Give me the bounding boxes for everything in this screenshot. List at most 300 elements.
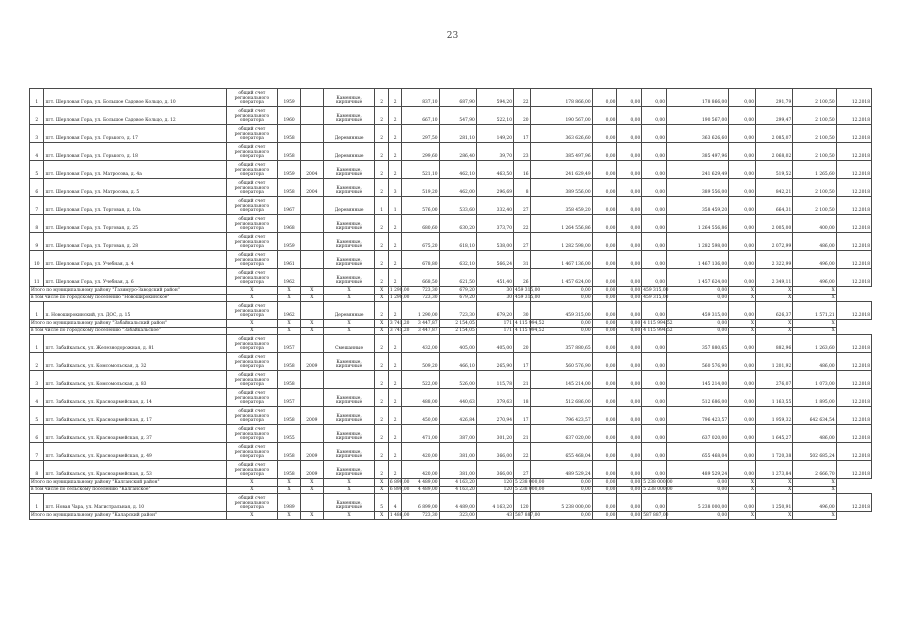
table-cell: 6 899,00	[389, 479, 410, 485]
table-cell: 2	[375, 269, 388, 287]
table-cell: 0,00	[729, 407, 756, 425]
table-cell: 2 154,05	[439, 327, 476, 335]
table-cell: 400,00	[793, 215, 836, 233]
table-cell: 363 626,60	[530, 125, 592, 143]
table-cell: 2	[375, 353, 388, 371]
table-cell: 2 322,99	[756, 251, 793, 269]
table-cell: 22	[514, 89, 531, 107]
table-cell: X	[226, 294, 278, 302]
table-cell: 1989	[278, 494, 301, 512]
table-cell: 5	[30, 407, 44, 425]
table-cell: 630,20	[439, 215, 476, 233]
table-cell: 0,00	[592, 443, 617, 461]
table-cell	[300, 269, 323, 287]
table-cell: Каменные, кирпичные	[323, 389, 375, 407]
table-cell: 2	[375, 251, 388, 269]
table-cell: 0,00	[617, 269, 642, 287]
table-cell: 723,30	[402, 294, 439, 302]
table-cell: 1	[375, 197, 388, 215]
table-cell: X	[226, 327, 278, 335]
table-cell: 270,94	[476, 407, 513, 425]
table-cell: общий счет регионального оператора	[226, 161, 278, 179]
table-cell: 120	[476, 479, 513, 487]
table-cell: 462,00	[439, 179, 476, 197]
table-cell: 679,20	[476, 302, 513, 320]
table-cell: 664,31	[756, 197, 793, 215]
table-cell: 2 005,00	[756, 215, 793, 233]
table-cell: 521,10	[402, 161, 439, 179]
table-cell: Каменные, кирпичные	[323, 425, 375, 443]
table-cell: 2	[375, 443, 388, 461]
address-cell: пгт. Шерловая Гора, ул. Учебная, д. 4	[44, 251, 226, 269]
table-cell: 1958	[278, 125, 301, 143]
table-cell: 357 880,65	[530, 335, 592, 353]
table-cell: X	[756, 327, 793, 335]
summary-row	[30, 294, 872, 302]
table-cell: 0,00	[642, 407, 667, 425]
summary-label: Итого по муниципальному району "Забайкальский район"	[30, 320, 227, 328]
table-cell: 12.2018	[836, 143, 871, 161]
table-cell: X	[278, 327, 301, 335]
table-cell: 1 457 624,00	[530, 269, 592, 287]
table-cell: 0,00	[642, 179, 667, 197]
table-cell: 2 154,05	[439, 320, 476, 328]
summary-row	[30, 486, 872, 494]
table-cell: 0,00	[729, 335, 756, 353]
table-cell: 3	[30, 371, 44, 389]
address-cell: пгт. Забайкальск, ул. Красноармейская, д. 37	[44, 425, 226, 443]
table-row	[30, 197, 872, 215]
table-cell: 4	[30, 143, 44, 161]
table-cell: 0,00	[729, 161, 756, 179]
table-cell: 379,63	[476, 389, 513, 407]
table-cell: 43	[476, 512, 513, 520]
table-cell: 459 315,00	[515, 295, 541, 301]
table-cell: 3 447,87	[402, 320, 439, 328]
table-cell: Смешанные	[323, 335, 375, 353]
table-cell: 190 567,00	[530, 107, 592, 125]
table-cell: 621,50	[439, 269, 476, 287]
table-cell: 3	[30, 125, 44, 143]
summary-row	[30, 320, 872, 328]
table-cell: 1959	[278, 161, 301, 179]
table-cell: Каменные, кирпичные	[323, 407, 375, 425]
table-cell: 0,00	[729, 215, 756, 233]
table-cell: 2 100,50	[793, 89, 836, 107]
table-cell: 459 315,00	[515, 287, 541, 293]
table-cell: 0,00	[667, 287, 729, 295]
table-cell: 0,00	[592, 197, 617, 215]
table-cell	[300, 425, 323, 443]
table-cell: X	[793, 320, 836, 328]
table-cell: Каменные, кирпичные	[323, 494, 375, 512]
table-cell: 39,70	[476, 143, 513, 161]
table-cell: 0,00	[617, 407, 642, 425]
table-cell: 27	[514, 233, 531, 251]
table-cell: 1 163,55	[756, 389, 793, 407]
table-cell: 1 895,00	[793, 389, 836, 407]
table-cell: 0,00	[729, 443, 756, 461]
table-cell: 2	[375, 371, 388, 389]
table-cell: 587 887,00	[643, 512, 669, 518]
table-cell: 0,00	[667, 294, 729, 302]
table-row	[30, 407, 872, 425]
table-cell: 1 645,27	[756, 425, 793, 443]
table-cell: 0,00	[530, 287, 592, 295]
table-cell: 0,00	[617, 512, 642, 520]
table-cell: 1 457 624,00	[667, 269, 729, 287]
table-cell: 2	[388, 353, 401, 371]
table-cell: 2	[388, 125, 401, 143]
table-cell: 9	[30, 233, 44, 251]
table-cell: 2 666,70	[793, 461, 836, 479]
table-cell: 2	[375, 125, 388, 143]
table-cell: 1 467 136,00	[530, 251, 592, 269]
table-cell	[300, 371, 323, 389]
table-cell: 0,00	[617, 353, 642, 371]
table-cell: 587 887,00	[515, 512, 541, 518]
table-cell: 2	[388, 461, 401, 479]
table-cell: 0,00	[592, 251, 617, 269]
table-cell: X	[226, 287, 278, 295]
table-cell: общий счет регионального оператора	[226, 302, 278, 320]
table-cell: 0,00	[729, 389, 756, 407]
table-cell: 12.2018	[836, 461, 871, 479]
table-cell: 0,00	[592, 294, 617, 302]
table-cell: 0,00	[729, 251, 756, 269]
table-cell: X	[323, 512, 375, 520]
table-cell: 2	[388, 215, 401, 233]
table-cell: 560 576,90	[530, 353, 592, 371]
table-cell: 1958	[278, 179, 301, 197]
housing-repair-table	[29, 88, 872, 520]
table-cell: 1961	[278, 251, 301, 269]
table-cell: 16	[514, 161, 531, 179]
table-cell: 27	[514, 197, 531, 215]
table-cell: 7	[30, 443, 44, 461]
table-cell: 2	[388, 407, 401, 425]
table-cell: 21	[514, 371, 531, 389]
table-cell: 1955	[278, 425, 301, 443]
table-cell: 0,00	[592, 479, 617, 487]
summary-row	[30, 287, 872, 295]
table-cell: 1	[30, 335, 44, 353]
table-cell: 241 629,49	[530, 161, 592, 179]
table-cell: Каменные, кирпичные	[323, 233, 375, 251]
table-cell: 723,30	[402, 512, 439, 520]
table-cell: 0,00	[592, 494, 617, 512]
table-cell: 0,00	[729, 233, 756, 251]
table-cell: 17	[514, 125, 531, 143]
table-cell: X	[226, 512, 278, 520]
table-cell: общий счет регионального оператора	[226, 443, 278, 461]
table-cell: 0,00	[530, 320, 592, 328]
table-cell: 2	[375, 143, 388, 161]
table-cell: 4 163,20	[476, 494, 513, 512]
table-cell: 4 115 994,52	[643, 320, 673, 326]
table-cell: 12.2018	[836, 179, 871, 197]
table-cell: X	[793, 486, 836, 494]
table-cell: 12.2018	[836, 251, 871, 269]
table-cell: 291,79	[756, 89, 793, 107]
table-row	[30, 425, 872, 443]
table-cell: 17	[514, 407, 531, 425]
table-cell: X	[793, 327, 836, 335]
table-cell: 0,00	[592, 335, 617, 353]
table-cell: X	[300, 512, 323, 520]
table-cell: 8	[514, 179, 531, 197]
table-cell: X	[375, 512, 388, 520]
table-cell: 5 238 000,00	[643, 479, 673, 485]
table-cell: 12.2018	[836, 215, 871, 233]
table-row	[30, 161, 872, 179]
table-cell: 23	[514, 143, 531, 161]
table-cell: 1 571,21	[793, 302, 836, 320]
table-cell: 2 100,50	[793, 197, 836, 215]
table-cell: общий счет регионального оператора	[226, 179, 278, 197]
table-cell: 405,00	[439, 335, 476, 353]
table-cell: 2 100,50	[793, 125, 836, 143]
table-cell: 0,00	[592, 407, 617, 425]
table-cell: X	[729, 320, 756, 328]
table-cell: 538,00	[476, 233, 513, 251]
table-cell: 1 201,92	[756, 353, 793, 371]
table-cell: 30	[514, 302, 531, 320]
table-cell: 426,84	[439, 407, 476, 425]
table-cell: 12.2018	[836, 371, 871, 389]
table-cell: 0,00	[592, 353, 617, 371]
table-cell: 0,00	[592, 371, 617, 389]
table-cell: 2	[30, 353, 44, 371]
table-cell: 323,00	[439, 512, 476, 520]
table-cell: 11	[30, 269, 44, 287]
table-cell: 1962	[278, 302, 301, 320]
table-cell: 459 315,00	[643, 287, 669, 293]
table-cell: X	[756, 479, 793, 487]
table-cell: 637 020,00	[530, 425, 592, 443]
table-cell: 459 315,00	[530, 302, 592, 320]
table-cell: 655 468,04	[530, 443, 592, 461]
table-cell: 459 315,00	[667, 302, 729, 320]
table-cell: 0,00	[592, 215, 617, 233]
table-cell: 1962	[278, 269, 301, 287]
table-cell: X	[323, 327, 375, 335]
table-cell: 679,20	[439, 294, 476, 302]
table-cell: X	[278, 287, 301, 295]
table-cell: 358 459,20	[667, 197, 729, 215]
table-cell: 0,00	[617, 327, 642, 335]
table-cell: 0,00	[617, 479, 642, 487]
table-cell: 5 238 000,00	[530, 494, 592, 512]
table-cell: 5 238 000,00	[643, 487, 673, 493]
table-cell: 459 315,00	[643, 295, 669, 301]
address-cell: пгт. Забайкальск, ул. Красноармейская, д. 14	[44, 389, 226, 407]
table-cell: общий счет регионального оператора	[226, 353, 278, 371]
table-cell: X	[729, 327, 756, 335]
table-cell: 462,10	[439, 161, 476, 179]
table-cell: 566,24	[476, 251, 513, 269]
table-cell: 2	[375, 89, 388, 107]
table-cell: 1 720,38	[756, 443, 793, 461]
table-cell: 30	[476, 287, 513, 295]
table-cell: 2	[388, 302, 401, 320]
table-cell: 332,40	[476, 197, 513, 215]
table-cell: X	[729, 479, 756, 487]
table-cell: 2009	[300, 353, 323, 371]
table-cell: 0,00	[617, 161, 642, 179]
table-cell: 1958	[278, 143, 301, 161]
table-cell: 0,00	[642, 107, 667, 125]
table-cell: 0,00	[592, 425, 617, 443]
table-cell: X	[278, 320, 301, 328]
table-cell: 2 100,50	[793, 107, 836, 125]
table-cell: 6	[30, 425, 44, 443]
table-cell: X	[375, 486, 388, 494]
table-cell	[300, 494, 323, 512]
table-cell: 2009	[300, 443, 323, 461]
table-cell: 0,00	[642, 161, 667, 179]
table-cell: 1958	[278, 407, 301, 425]
table-cell: 0,00	[617, 89, 642, 107]
table-cell: 0,00	[592, 89, 617, 107]
table-cell: 30	[476, 294, 513, 302]
table-cell: 0,00	[642, 302, 667, 320]
table-cell: 466,10	[439, 353, 476, 371]
table-cell: 2	[30, 107, 44, 125]
table-cell: 178 866,00	[530, 89, 592, 107]
table-cell: 594,20	[476, 89, 513, 107]
table-cell: 0,00	[592, 233, 617, 251]
table-cell	[300, 197, 323, 215]
table-cell: 420,00	[402, 443, 439, 461]
table-cell: 385 497,96	[530, 143, 592, 161]
table-cell: 0,00	[617, 233, 642, 251]
table-cell: 12.2018	[836, 107, 871, 125]
table-cell: 171	[476, 327, 513, 335]
table-cell: 12.2018	[836, 302, 871, 320]
table-cell: 178 866,00	[667, 89, 729, 107]
table-cell: 149,20	[476, 125, 513, 143]
table-cell: 2	[388, 89, 401, 107]
table-cell: 1 250,91	[756, 494, 793, 512]
table-cell: 0,00	[617, 302, 642, 320]
table-cell: 366,00	[476, 443, 513, 461]
table-cell: 0,00	[667, 512, 729, 520]
table-cell: X	[793, 479, 836, 487]
table-cell: 5 238 000,00	[515, 479, 545, 485]
table-cell: X	[756, 320, 793, 328]
table-cell: 496,00	[793, 269, 836, 287]
table-cell: 3 741,20	[389, 328, 410, 334]
table-cell: 12.2018	[836, 233, 871, 251]
table-cell: 488,00	[402, 389, 439, 407]
table-cell: 0,00	[642, 143, 667, 161]
table-cell: 1 265,60	[793, 161, 836, 179]
table-cell: X	[375, 294, 388, 302]
table-cell: 0,00	[617, 335, 642, 353]
table-cell: X	[300, 327, 323, 335]
table-cell: X	[756, 287, 793, 295]
table-cell: 20	[514, 335, 531, 353]
table-cell	[300, 89, 323, 107]
table-cell: 1958	[278, 443, 301, 461]
table-cell: Деревянные	[323, 302, 375, 320]
table-cell: 547,90	[439, 107, 476, 125]
table-cell	[300, 335, 323, 353]
table-cell: X	[278, 486, 301, 494]
table-cell: 1 282 598,00	[667, 233, 729, 251]
table-cell: X	[300, 287, 323, 295]
table-cell: 0,00	[729, 197, 756, 215]
table-row	[30, 335, 872, 353]
table-cell: 2 349,11	[756, 269, 793, 287]
table-cell: Каменные, кирпичные	[323, 215, 375, 233]
table-cell: 4 163,20	[439, 486, 476, 494]
table-cell: 12.2018	[836, 443, 871, 461]
table-row	[30, 302, 872, 320]
table-cell: 0,00	[530, 294, 592, 302]
table-cell: 0,00	[642, 251, 667, 269]
table-cell: 0,00	[642, 461, 667, 479]
table-cell: 512 686,00	[667, 389, 729, 407]
table-cell: 1 264 556,86	[667, 215, 729, 233]
table-cell: 4 115 994,52	[515, 320, 545, 326]
address-cell: пгт. Шерловая Гора, ул. Горького, д. 18	[44, 143, 226, 161]
table-row	[30, 353, 872, 371]
table-cell: Каменные, кирпичные	[323, 161, 375, 179]
table-cell: 463,50	[476, 161, 513, 179]
table-cell: 0,00	[592, 179, 617, 197]
table-cell: 358 459,20	[530, 197, 592, 215]
table-cell: X	[323, 486, 375, 494]
table-row	[30, 215, 872, 233]
table-row	[30, 179, 872, 197]
table-cell: 0,00	[592, 389, 617, 407]
address-cell: п. Новоширокинский, ул. ДОС, д. 15	[44, 302, 226, 320]
table-cell: 241 629,49	[667, 161, 729, 179]
table-cell: 471,00	[402, 425, 439, 443]
table-cell: общий счет регионального оператора	[226, 143, 278, 161]
table-cell: 22	[514, 443, 531, 461]
table-cell: 489 529,24	[530, 461, 592, 479]
table-cell: 27	[514, 461, 531, 479]
table-cell: X	[375, 327, 388, 335]
table-cell: 1967	[278, 197, 301, 215]
table-cell: 0,00	[592, 107, 617, 125]
table-cell: 2	[388, 233, 401, 251]
table-cell: Каменные, кирпичные	[323, 251, 375, 269]
table-cell: 0,00	[729, 107, 756, 125]
table-cell: 373,70	[476, 215, 513, 233]
table-cell: 618,10	[439, 233, 476, 251]
table-cell: 0,00	[729, 269, 756, 287]
table-cell: 12.2018	[836, 407, 871, 425]
table-cell: 0,00	[617, 197, 642, 215]
table-cell: 667,10	[402, 107, 439, 125]
table-cell: 1 959,32	[756, 407, 793, 425]
address-cell: пгт. Шерловая Гора, ул. Матросова, д. 5	[44, 179, 226, 197]
table-cell: 2	[375, 425, 388, 443]
table-cell: 0,00	[617, 179, 642, 197]
table-cell: 21	[514, 425, 531, 443]
table-cell: 2 068,02	[756, 143, 793, 161]
table-cell: 0,00	[530, 512, 592, 520]
table-cell: 0,00	[617, 486, 642, 494]
table-cell: 2 085,07	[756, 125, 793, 143]
address-cell: пгт. Новая Чара, ул. Магистральная, д. 10	[44, 494, 226, 512]
table-cell: 1957	[278, 335, 301, 353]
table-cell: X	[375, 479, 388, 487]
